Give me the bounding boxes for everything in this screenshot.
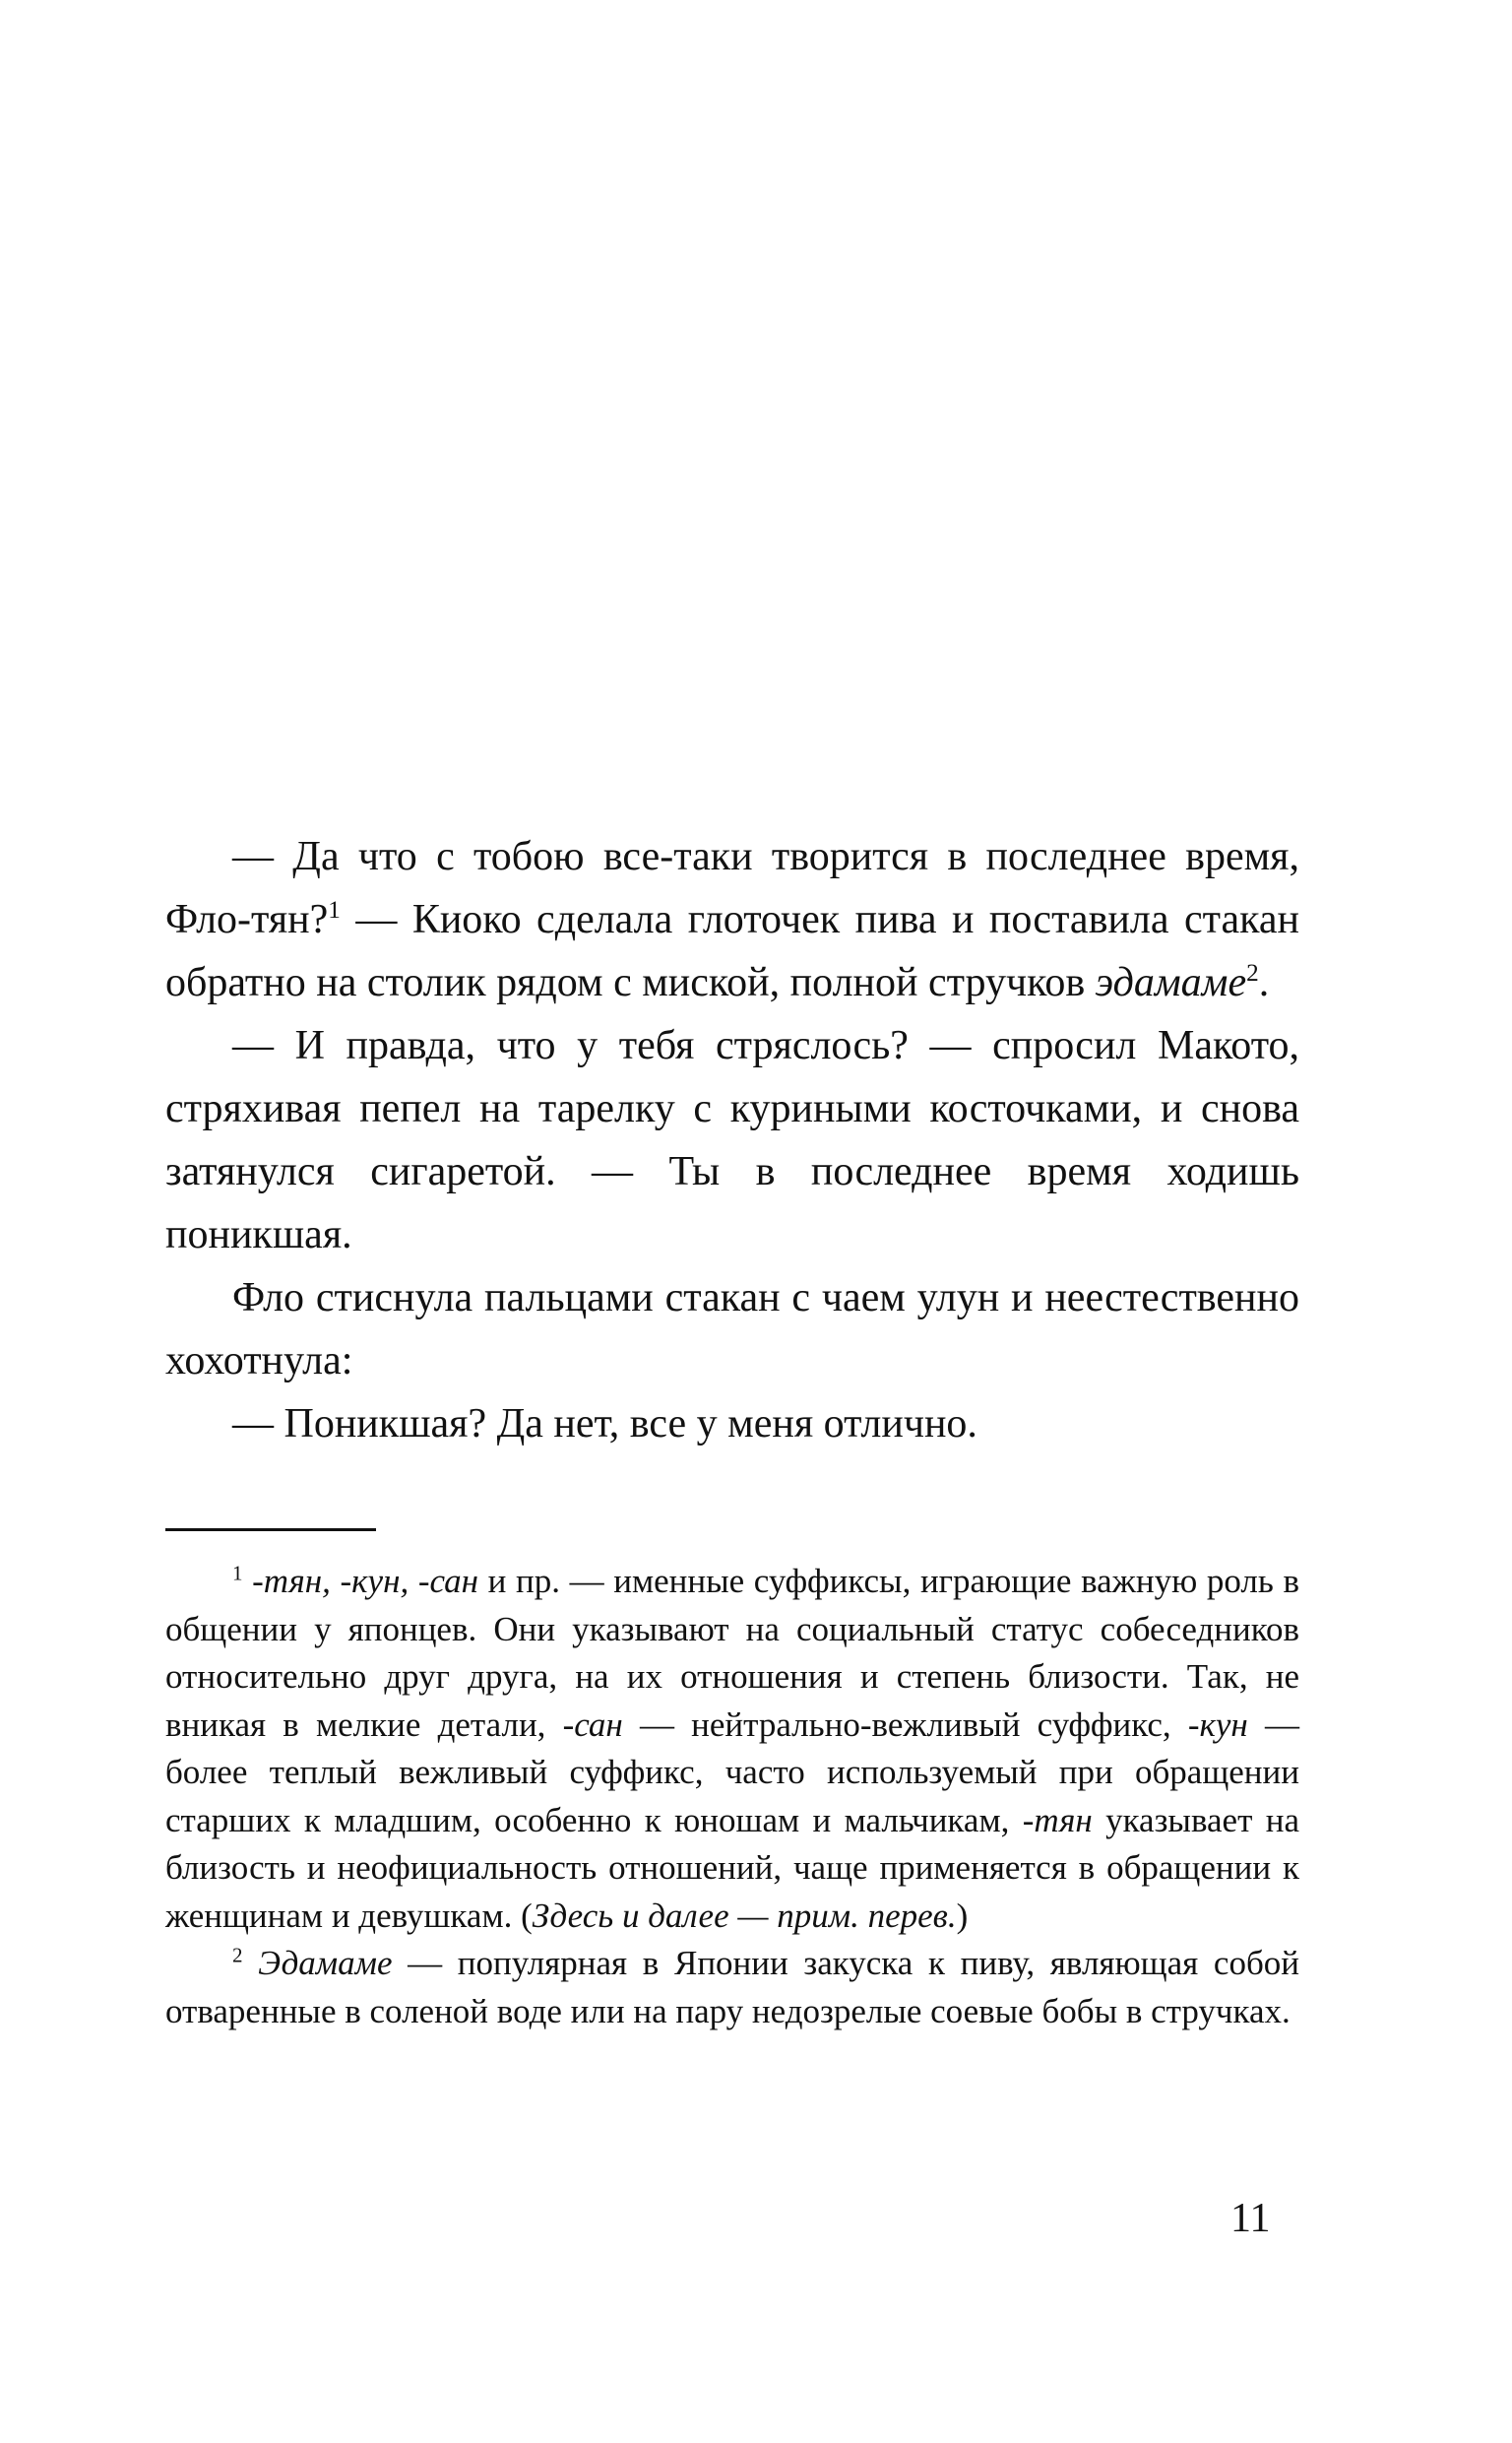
text-run: и пр. — именные суффиксы, играющие важную роль в общении у японцев. Они указывают на социальный статус собеседников относительно друг друга, на их отношения и степень близости. Так, не вникая в мелкие детали, [165,1562,1299,1744]
italic-term: -кун [1187,1704,1248,1744]
italic-term: -тян, -кун, -сан [252,1562,478,1600]
paragraph [165,1266,1299,1392]
footnote [165,1940,1299,2035]
paragraph [165,1014,1299,1266]
text-run: . [1258,960,1270,1005]
footnote-marker: 1 [232,1561,243,1585]
text-run: — Киоко сделала глоточек пива и поставила стакан обратно на столик рядом с миской, полной стручков [165,897,1299,1005]
text-run: указывает на близость и неофициальность отношений, чаще применяется в обращении к женщинам и девушкам. ( [165,1800,1300,1935]
text-run: Фло стиснула пальцами стакан с чаем улун и неестественно хохотнула: [165,1275,1299,1383]
text-run: — Да что с тобою все-таки творится в последнее время, Фло-тян? [165,834,1299,942]
text-run: — нейтрально-вежливый суффикс, [622,1704,1188,1744]
footnote-marker: 2 [232,1943,243,1967]
text-run: — И правда, что у тебя стряслось? — спросил Макото, стряхивая пепел на тарелку с куриными косточками, и снова затянулся сигаретой. — Ты в последнее время ходишь поникшая. [165,1023,1299,1257]
italic-term: эдамаме [1095,960,1247,1005]
text-run [243,1562,253,1600]
paragraph [165,1392,1299,1455]
paragraph [165,825,1299,1014]
footnote-marker: 1 [328,896,341,924]
text-run [243,1944,259,1982]
footnote-marker: 2 [1246,959,1259,987]
italic-term: Эдамаме [258,1944,393,1982]
page-number: 11 [1230,2196,1271,2241]
main-text [165,825,1299,1455]
footnote [165,1558,1299,1940]
text-run: — более теплый вежливый суффикс, часто используемый при обращении старших к младшим, особенно к юношам и мальчикам, [165,1704,1299,1839]
italic-term: -тян [1022,1800,1093,1839]
footnotes [165,1558,1299,2035]
italic-term: -сан [562,1704,623,1744]
footnote-separator [165,1528,376,1531]
text-run: — Поникшая? Да нет, все у меня отлично. [232,1401,977,1447]
italic-term: Здесь и далее — прим. перев. [532,1896,957,1935]
text-run: — популярная в Японии закуска к пиву, являющая собой отваренные в соленой воде или на пару недозрелые соевые бобы в стручках. [165,1944,1299,2030]
text-run: ) [956,1896,969,1935]
